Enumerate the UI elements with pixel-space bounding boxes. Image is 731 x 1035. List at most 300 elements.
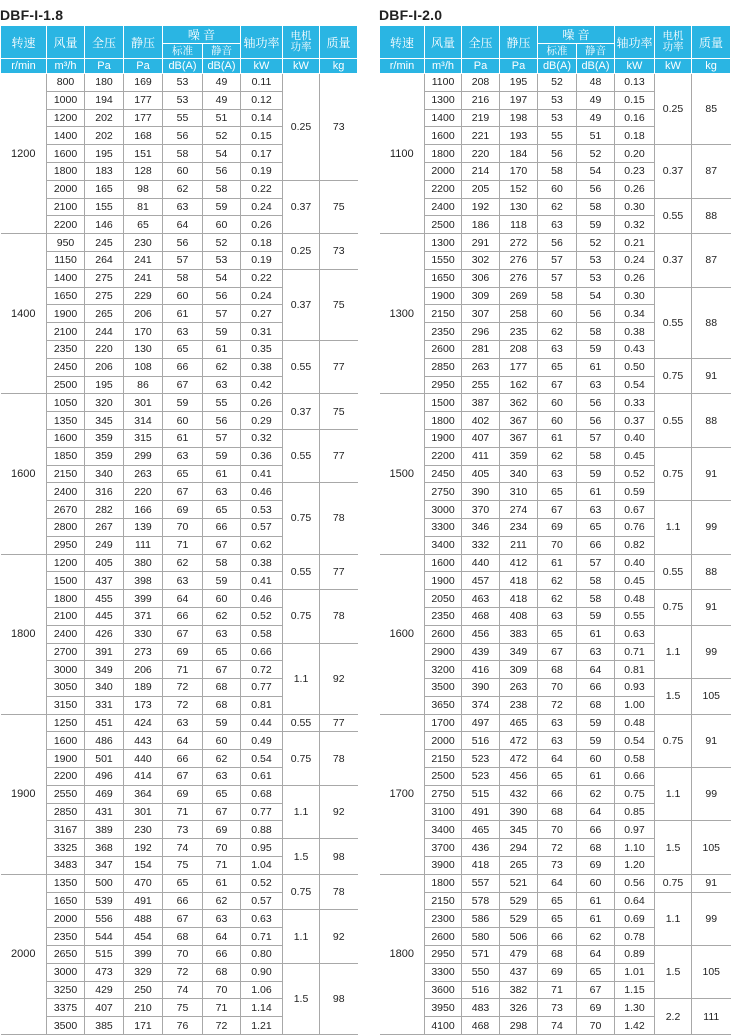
mass-cell: 78: [320, 732, 358, 785]
motor-power-cell: 1.1: [283, 643, 320, 714]
noise-standard-cell: 63: [538, 216, 577, 234]
noise-silent-cell: 59: [577, 714, 615, 732]
table-row: [1, 554, 358, 572]
table-row: [380, 554, 731, 572]
static-pressure-cell: 330: [124, 625, 163, 643]
shaft-power-cell: 0.34: [615, 305, 655, 323]
noise-standard-cell: 72: [163, 679, 203, 697]
static-pressure-cell: 162: [500, 376, 538, 394]
noise-silent-cell: 68: [203, 963, 241, 981]
flow-cell: 3400: [425, 536, 462, 554]
table-row: [1, 180, 358, 198]
total-pressure-cell: 332: [462, 536, 500, 554]
flow-cell: 1900: [47, 750, 85, 768]
noise-standard-cell: 63: [163, 447, 203, 465]
flow-cell: 3000: [47, 963, 85, 981]
noise-silent-cell: 52: [203, 127, 241, 145]
flow-cell: 2850: [425, 358, 462, 376]
motor-power-cell: 0.55: [283, 554, 320, 590]
flow-cell: 2350: [425, 323, 462, 341]
static-pressure-cell: 272: [500, 234, 538, 252]
noise-standard-cell: 61: [163, 429, 203, 447]
static-pressure-cell: 177: [500, 358, 538, 376]
noise-standard-cell: 73: [538, 857, 577, 875]
flow-cell: 1800: [47, 162, 85, 180]
noise-silent-cell: 63: [203, 376, 241, 394]
shaft-power-cell: 0.66: [241, 643, 283, 661]
noise-standard-cell: 76: [163, 1017, 203, 1035]
flow-cell: 1000: [47, 91, 85, 109]
noise-standard-cell: 57: [163, 251, 203, 269]
flow-cell: 1550: [425, 251, 462, 269]
total-pressure-cell: 429: [85, 981, 124, 999]
mass-cell: 91: [692, 358, 731, 394]
flow-cell: 3325: [47, 839, 85, 857]
static-pressure-cell: 521: [500, 874, 538, 892]
noise-standard-cell: 62: [538, 447, 577, 465]
motor-power-cell: 1.5: [655, 821, 692, 874]
flow-cell: 2700: [47, 643, 85, 661]
total-pressure-cell: 221: [462, 127, 500, 145]
mass-cell: 75: [320, 394, 358, 430]
total-pressure-cell: 340: [85, 679, 124, 697]
static-pressure-cell: 301: [124, 803, 163, 821]
shaft-power-cell: 1.04: [241, 857, 283, 875]
noise-standard-cell: 55: [538, 127, 577, 145]
total-pressure-cell: 216: [462, 91, 500, 109]
total-pressure-cell: 456: [462, 625, 500, 643]
noise-silent-cell: 49: [577, 109, 615, 127]
flow-cell: 2750: [425, 785, 462, 803]
total-pressure-cell: 473: [85, 963, 124, 981]
shaft-power-cell: 0.90: [241, 963, 283, 981]
noise-silent-cell: 57: [577, 554, 615, 572]
noise-standard-cell: 73: [538, 999, 577, 1017]
table-row: [380, 714, 731, 732]
motor-power-cell: 0.55: [655, 394, 692, 447]
shaft-power-cell: 0.80: [241, 946, 283, 964]
total-pressure-cell: 515: [85, 946, 124, 964]
shaft-power-cell: 0.46: [241, 590, 283, 608]
total-pressure-cell: 497: [462, 714, 500, 732]
noise-silent-cell: 67: [203, 803, 241, 821]
mass-cell: 92: [320, 785, 358, 838]
total-pressure-cell: 465: [462, 821, 500, 839]
total-pressure-cell: 180: [85, 74, 124, 92]
noise-standard-cell: 55: [163, 109, 203, 127]
noise-silent-cell: 61: [203, 874, 241, 892]
mass-cell: 73: [320, 234, 358, 270]
total-pressure-cell: 264: [85, 251, 124, 269]
noise-silent-cell: 60: [577, 750, 615, 768]
speed-cell: 1500: [380, 394, 425, 554]
total-pressure-cell: 405: [85, 554, 124, 572]
static-pressure-cell: 398: [124, 572, 163, 590]
mass-cell: 77: [320, 714, 358, 732]
table-row: [380, 198, 731, 216]
noise-silent-cell: 63: [577, 501, 615, 519]
total-pressure-cell: 245: [85, 234, 124, 252]
noise-silent-cell: 67: [577, 981, 615, 999]
speed-cell: 1200: [1, 74, 47, 234]
static-pressure-cell: 298: [500, 1017, 538, 1035]
static-pressure-cell: 86: [124, 376, 163, 394]
total-pressure-cell: 407: [85, 999, 124, 1017]
table-row: [1, 714, 358, 732]
noise-silent-cell: 48: [577, 74, 615, 92]
noise-silent-cell: 63: [203, 625, 241, 643]
flow-cell: 2450: [47, 358, 85, 376]
shaft-power-cell: 0.58: [615, 750, 655, 768]
mass-cell: 92: [320, 910, 358, 963]
mass-cell: 99: [692, 892, 731, 945]
shaft-power-cell: 0.24: [241, 287, 283, 305]
flow-cell: 1500: [47, 572, 85, 590]
header-noise-silent: 静音: [577, 44, 615, 59]
table-row: [380, 874, 731, 892]
total-pressure-cell: 556: [85, 910, 124, 928]
noise-standard-cell: 69: [163, 643, 203, 661]
static-pressure-cell: 238: [500, 696, 538, 714]
total-pressure-cell: 320: [85, 394, 124, 412]
total-pressure-cell: 244: [85, 323, 124, 341]
noise-standard-cell: 67: [163, 625, 203, 643]
total-pressure-cell: 346: [462, 518, 500, 536]
noise-standard-cell: 62: [538, 590, 577, 608]
noise-silent-cell: 60: [203, 216, 241, 234]
noise-standard-cell: 66: [163, 892, 203, 910]
static-pressure-cell: 139: [124, 518, 163, 536]
flow-cell: 1600: [425, 127, 462, 145]
noise-silent-cell: 62: [577, 785, 615, 803]
flow-cell: 1300: [425, 234, 462, 252]
shaft-power-cell: 0.72: [241, 661, 283, 679]
shaft-power-cell: 0.48: [615, 714, 655, 732]
flow-cell: 2150: [425, 750, 462, 768]
shaft-power-cell: 0.53: [241, 501, 283, 519]
noise-standard-cell: 69: [163, 785, 203, 803]
noise-silent-cell: 67: [203, 536, 241, 554]
table-row: [380, 447, 731, 465]
static-pressure-cell: 265: [500, 857, 538, 875]
flow-cell: 3375: [47, 999, 85, 1017]
table-row: [1, 590, 358, 608]
noise-silent-cell: 63: [203, 910, 241, 928]
noise-silent-cell: 64: [203, 928, 241, 946]
static-pressure-cell: 456: [500, 768, 538, 786]
shaft-power-cell: 0.85: [615, 803, 655, 821]
noise-silent-cell: 59: [577, 216, 615, 234]
table-row: [1, 269, 358, 287]
table-row: [380, 946, 731, 964]
flow-cell: 3167: [47, 821, 85, 839]
mass-cell: 73: [320, 74, 358, 181]
noise-silent-cell: 58: [577, 323, 615, 341]
static-pressure-cell: 314: [124, 412, 163, 430]
shaft-power-cell: 0.97: [615, 821, 655, 839]
flow-cell: 2000: [425, 732, 462, 750]
noise-silent-cell: 58: [577, 590, 615, 608]
table-row: [380, 590, 731, 608]
total-pressure-cell: 202: [85, 127, 124, 145]
noise-standard-cell: 70: [538, 536, 577, 554]
noise-standard-cell: 69: [163, 501, 203, 519]
total-pressure-cell: 206: [85, 358, 124, 376]
shaft-power-cell: 0.38: [241, 554, 283, 572]
total-pressure-cell: 267: [85, 518, 124, 536]
static-pressure-cell: 367: [500, 429, 538, 447]
shaft-power-cell: 1.14: [241, 999, 283, 1017]
static-pressure-cell: 359: [500, 447, 538, 465]
mass-cell: 87: [692, 234, 731, 287]
shaft-power-cell: 0.44: [241, 714, 283, 732]
unit-speed: r/min: [1, 59, 47, 74]
shaft-power-cell: 0.69: [615, 910, 655, 928]
total-pressure-cell: 411: [462, 447, 500, 465]
noise-standard-cell: 66: [163, 750, 203, 768]
shaft-power-cell: 0.30: [615, 287, 655, 305]
shaft-power-cell: 0.54: [241, 750, 283, 768]
total-pressure-cell: 436: [462, 839, 500, 857]
unit-mass: kg: [320, 59, 358, 74]
motor-power-cell: 1.1: [655, 892, 692, 945]
total-pressure-cell: 263: [462, 358, 500, 376]
table-row: [1, 910, 358, 928]
noise-silent-cell: 60: [203, 732, 241, 750]
noise-silent-cell: 53: [577, 251, 615, 269]
flow-cell: 1850: [47, 447, 85, 465]
motor-power-cell: 0.75: [283, 483, 320, 554]
total-pressure-cell: 387: [462, 394, 500, 412]
flow-cell: 3100: [425, 803, 462, 821]
unit-total: Pa: [462, 59, 500, 74]
shaft-power-cell: 1.00: [615, 696, 655, 714]
motor-power-cell: 2.2: [655, 999, 692, 1035]
unit-noise-std: dB(A): [163, 59, 203, 74]
noise-silent-cell: 59: [577, 732, 615, 750]
noise-standard-cell: 63: [163, 714, 203, 732]
total-pressure-cell: 281: [462, 340, 500, 358]
table-title: DBF-I-1.8: [0, 7, 64, 23]
mass-cell: 85: [692, 74, 731, 145]
unit-flow: m³/h: [425, 59, 462, 74]
flow-cell: 2150: [425, 305, 462, 323]
shaft-power-cell: 0.62: [241, 536, 283, 554]
noise-standard-cell: 69: [538, 518, 577, 536]
shaft-power-cell: 0.63: [615, 625, 655, 643]
noise-standard-cell: 70: [163, 518, 203, 536]
shaft-power-cell: 0.26: [615, 180, 655, 198]
noise-silent-cell: 57: [577, 429, 615, 447]
noise-standard-cell: 65: [538, 358, 577, 376]
noise-standard-cell: 74: [163, 981, 203, 999]
noise-standard-cell: 63: [163, 323, 203, 341]
shaft-power-cell: 0.15: [615, 91, 655, 109]
table-row: [380, 74, 731, 92]
total-pressure-cell: 331: [85, 696, 124, 714]
noise-silent-cell: 55: [203, 394, 241, 412]
mass-cell: 105: [692, 946, 731, 999]
noise-standard-cell: 68: [538, 946, 577, 964]
static-pressure-cell: 315: [124, 429, 163, 447]
flow-cell: 1400: [47, 269, 85, 287]
noise-standard-cell: 65: [538, 483, 577, 501]
shaft-power-cell: 0.14: [241, 109, 283, 127]
noise-standard-cell: 63: [538, 340, 577, 358]
shaft-power-cell: 0.66: [615, 768, 655, 786]
shaft-power-cell: 0.12: [241, 91, 283, 109]
performance-table: [379, 25, 731, 1035]
noise-silent-cell: 63: [577, 643, 615, 661]
static-pressure-cell: 418: [500, 590, 538, 608]
total-pressure-cell: 340: [85, 465, 124, 483]
noise-standard-cell: 62: [538, 572, 577, 590]
table-row: [1, 785, 358, 803]
mass-cell: 75: [320, 269, 358, 340]
shaft-power-cell: 0.22: [241, 180, 283, 198]
noise-standard-cell: 72: [163, 963, 203, 981]
shaft-power-cell: 0.30: [615, 198, 655, 216]
total-pressure-cell: 309: [462, 287, 500, 305]
noise-silent-cell: 54: [203, 145, 241, 163]
noise-silent-cell: 56: [203, 287, 241, 305]
noise-standard-cell: 72: [538, 839, 577, 857]
noise-silent-cell: 64: [577, 946, 615, 964]
flow-cell: 2950: [47, 536, 85, 554]
static-pressure-cell: 506: [500, 928, 538, 946]
noise-standard-cell: 60: [163, 162, 203, 180]
noise-silent-cell: 66: [577, 536, 615, 554]
static-pressure-cell: 443: [124, 732, 163, 750]
flow-cell: 3200: [425, 661, 462, 679]
total-pressure-cell: 275: [85, 287, 124, 305]
motor-power-cell: 0.55: [655, 287, 692, 358]
flow-cell: 2600: [425, 625, 462, 643]
table-row: [1, 74, 358, 92]
static-pressure-cell: 177: [124, 109, 163, 127]
total-pressure-cell: 146: [85, 216, 124, 234]
total-pressure-cell: 437: [85, 572, 124, 590]
flow-cell: 1600: [47, 429, 85, 447]
shaft-power-cell: 0.16: [615, 109, 655, 127]
noise-silent-cell: 67: [203, 661, 241, 679]
noise-silent-cell: 53: [577, 269, 615, 287]
table-row: [1, 394, 358, 412]
shaft-power-cell: 0.52: [241, 607, 283, 625]
noise-silent-cell: 68: [577, 696, 615, 714]
static-pressure-cell: 230: [124, 821, 163, 839]
shaft-power-cell: 0.45: [615, 447, 655, 465]
unit-shaft: kW: [241, 59, 283, 74]
flow-cell: 1900: [425, 429, 462, 447]
noise-silent-cell: 53: [203, 251, 241, 269]
noise-standard-cell: 75: [163, 999, 203, 1017]
shaft-power-cell: 1.06: [241, 981, 283, 999]
header-flow: 风量: [425, 26, 462, 59]
total-pressure-cell: 426: [85, 625, 124, 643]
noise-standard-cell: 70: [538, 821, 577, 839]
noise-silent-cell: 59: [203, 572, 241, 590]
shaft-power-cell: 0.18: [615, 127, 655, 145]
shaft-power-cell: 0.82: [615, 536, 655, 554]
table-row: [380, 287, 731, 305]
noise-silent-cell: 68: [203, 696, 241, 714]
noise-standard-cell: 70: [538, 679, 577, 697]
total-pressure-cell: 496: [85, 768, 124, 786]
static-pressure-cell: 294: [500, 839, 538, 857]
total-pressure-cell: 491: [462, 803, 500, 821]
flow-cell: 1800: [425, 145, 462, 163]
table-row: [380, 892, 731, 910]
noise-standard-cell: 63: [538, 732, 577, 750]
noise-standard-cell: 71: [163, 536, 203, 554]
noise-standard-cell: 72: [163, 696, 203, 714]
noise-silent-cell: 59: [577, 607, 615, 625]
shaft-power-cell: 0.67: [615, 501, 655, 519]
noise-silent-cell: 65: [577, 963, 615, 981]
shaft-power-cell: 0.81: [241, 696, 283, 714]
shaft-power-cell: 0.52: [241, 874, 283, 892]
noise-silent-cell: 69: [577, 999, 615, 1017]
table-row: [380, 358, 731, 376]
shaft-power-cell: 0.76: [615, 518, 655, 536]
motor-power-cell: 0.75: [655, 358, 692, 394]
noise-standard-cell: 63: [163, 198, 203, 216]
noise-silent-cell: 65: [203, 643, 241, 661]
noise-silent-cell: 60: [203, 590, 241, 608]
static-pressure-cell: 193: [500, 127, 538, 145]
noise-standard-cell: 63: [538, 465, 577, 483]
noise-silent-cell: 61: [577, 625, 615, 643]
flow-cell: 2650: [47, 946, 85, 964]
noise-silent-cell: 68: [203, 679, 241, 697]
noise-silent-cell: 51: [577, 127, 615, 145]
noise-silent-cell: 61: [577, 910, 615, 928]
static-pressure-cell: 362: [500, 394, 538, 412]
mass-cell: 105: [692, 679, 731, 715]
noise-silent-cell: 52: [577, 234, 615, 252]
noise-standard-cell: 68: [538, 803, 577, 821]
shaft-power-cell: 0.26: [241, 216, 283, 234]
noise-silent-cell: 61: [577, 358, 615, 376]
static-pressure-cell: 263: [500, 679, 538, 697]
noise-standard-cell: 67: [163, 376, 203, 394]
static-pressure-cell: 206: [124, 305, 163, 323]
unit-shaft: kW: [615, 59, 655, 74]
table-row: [380, 145, 731, 163]
shaft-power-cell: 0.42: [241, 376, 283, 394]
shaft-power-cell: 0.61: [241, 768, 283, 786]
noise-standard-cell: 60: [163, 412, 203, 430]
static-pressure-cell: 171: [124, 1017, 163, 1035]
flow-cell: 1700: [425, 714, 462, 732]
flow-cell: 3050: [47, 679, 85, 697]
noise-silent-cell: 54: [203, 269, 241, 287]
table-row: [380, 679, 731, 697]
total-pressure-cell: 214: [462, 162, 500, 180]
flow-cell: 2750: [425, 483, 462, 501]
total-pressure-cell: 347: [85, 857, 124, 875]
noise-silent-cell: 54: [577, 162, 615, 180]
table-row: [1, 732, 358, 750]
noise-standard-cell: 60: [163, 287, 203, 305]
mass-cell: 88: [692, 287, 731, 358]
flow-cell: 2950: [425, 946, 462, 964]
header-noise-standard: 标准: [538, 44, 577, 59]
noise-silent-cell: 69: [203, 821, 241, 839]
flow-cell: 1800: [425, 412, 462, 430]
unit-static: Pa: [124, 59, 163, 74]
